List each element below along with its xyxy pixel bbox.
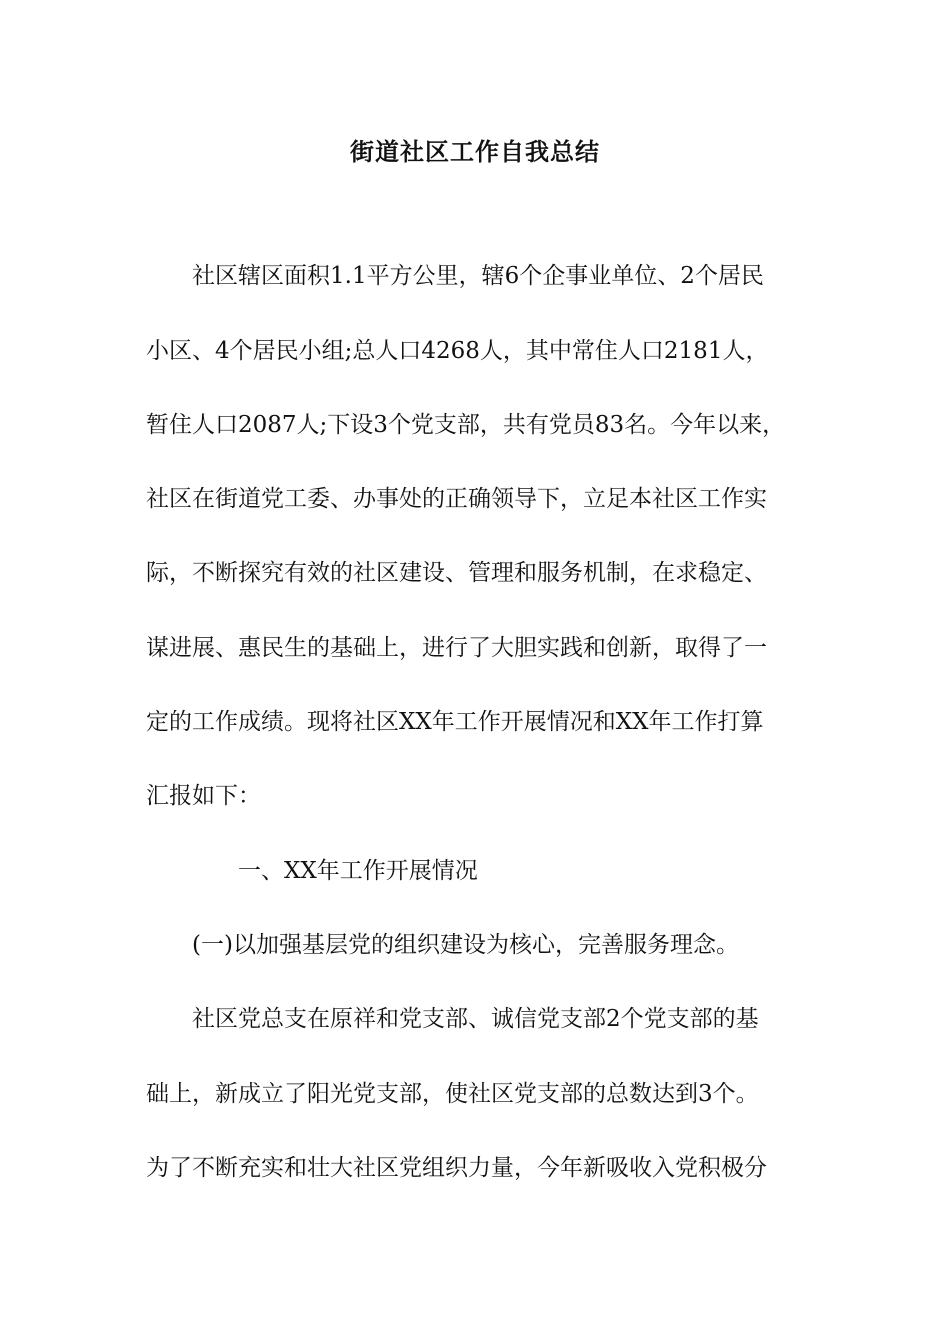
body-line: 小区、4个居民小组;总人口4268人，其中常住人口2181人， — [146, 338, 769, 364]
body-line: 为了不断充实和壮大社区党组织力量，今年新吸收入党积极分 — [146, 1155, 767, 1181]
subsection-heading: (一)以加强基层党的组织建设为核心，完善服务理念。 — [146, 932, 739, 958]
document-title: 街道社区工作自我总结 — [350, 137, 600, 166]
body-line: 社区辖区面积1.1平方公里，辖6个企事业单位、2个居民 — [146, 263, 764, 289]
body-line: 际，不断探究有效的社区建设、管理和服务机制，在求稳定、 — [146, 560, 767, 586]
body-line: 社区党总支在原祥和党支部、诚信党支部2个党支部的基 — [146, 1006, 759, 1032]
body-line: 定的工作成绩。现将社区XX年工作开展情况和XX年工作打算 — [146, 709, 764, 735]
body-line: 暂住人口2087人;下设3个党支部，共有党员83名。今年以来， — [146, 412, 786, 438]
body-line: 础上，新成立了阳光党支部，使社区党支部的总数达到3个。 — [146, 1081, 759, 1107]
body-line: 汇报如下： — [146, 783, 261, 809]
body-line: 谋进展、惠民生的基础上，进行了大胆实践和创新，取得了一 — [146, 635, 767, 661]
body-line: 社区在街道党工委、办事处的正确领导下，立足本社区工作实 — [146, 486, 767, 512]
section-heading: 一、XX年工作开展情况 — [146, 858, 478, 884]
